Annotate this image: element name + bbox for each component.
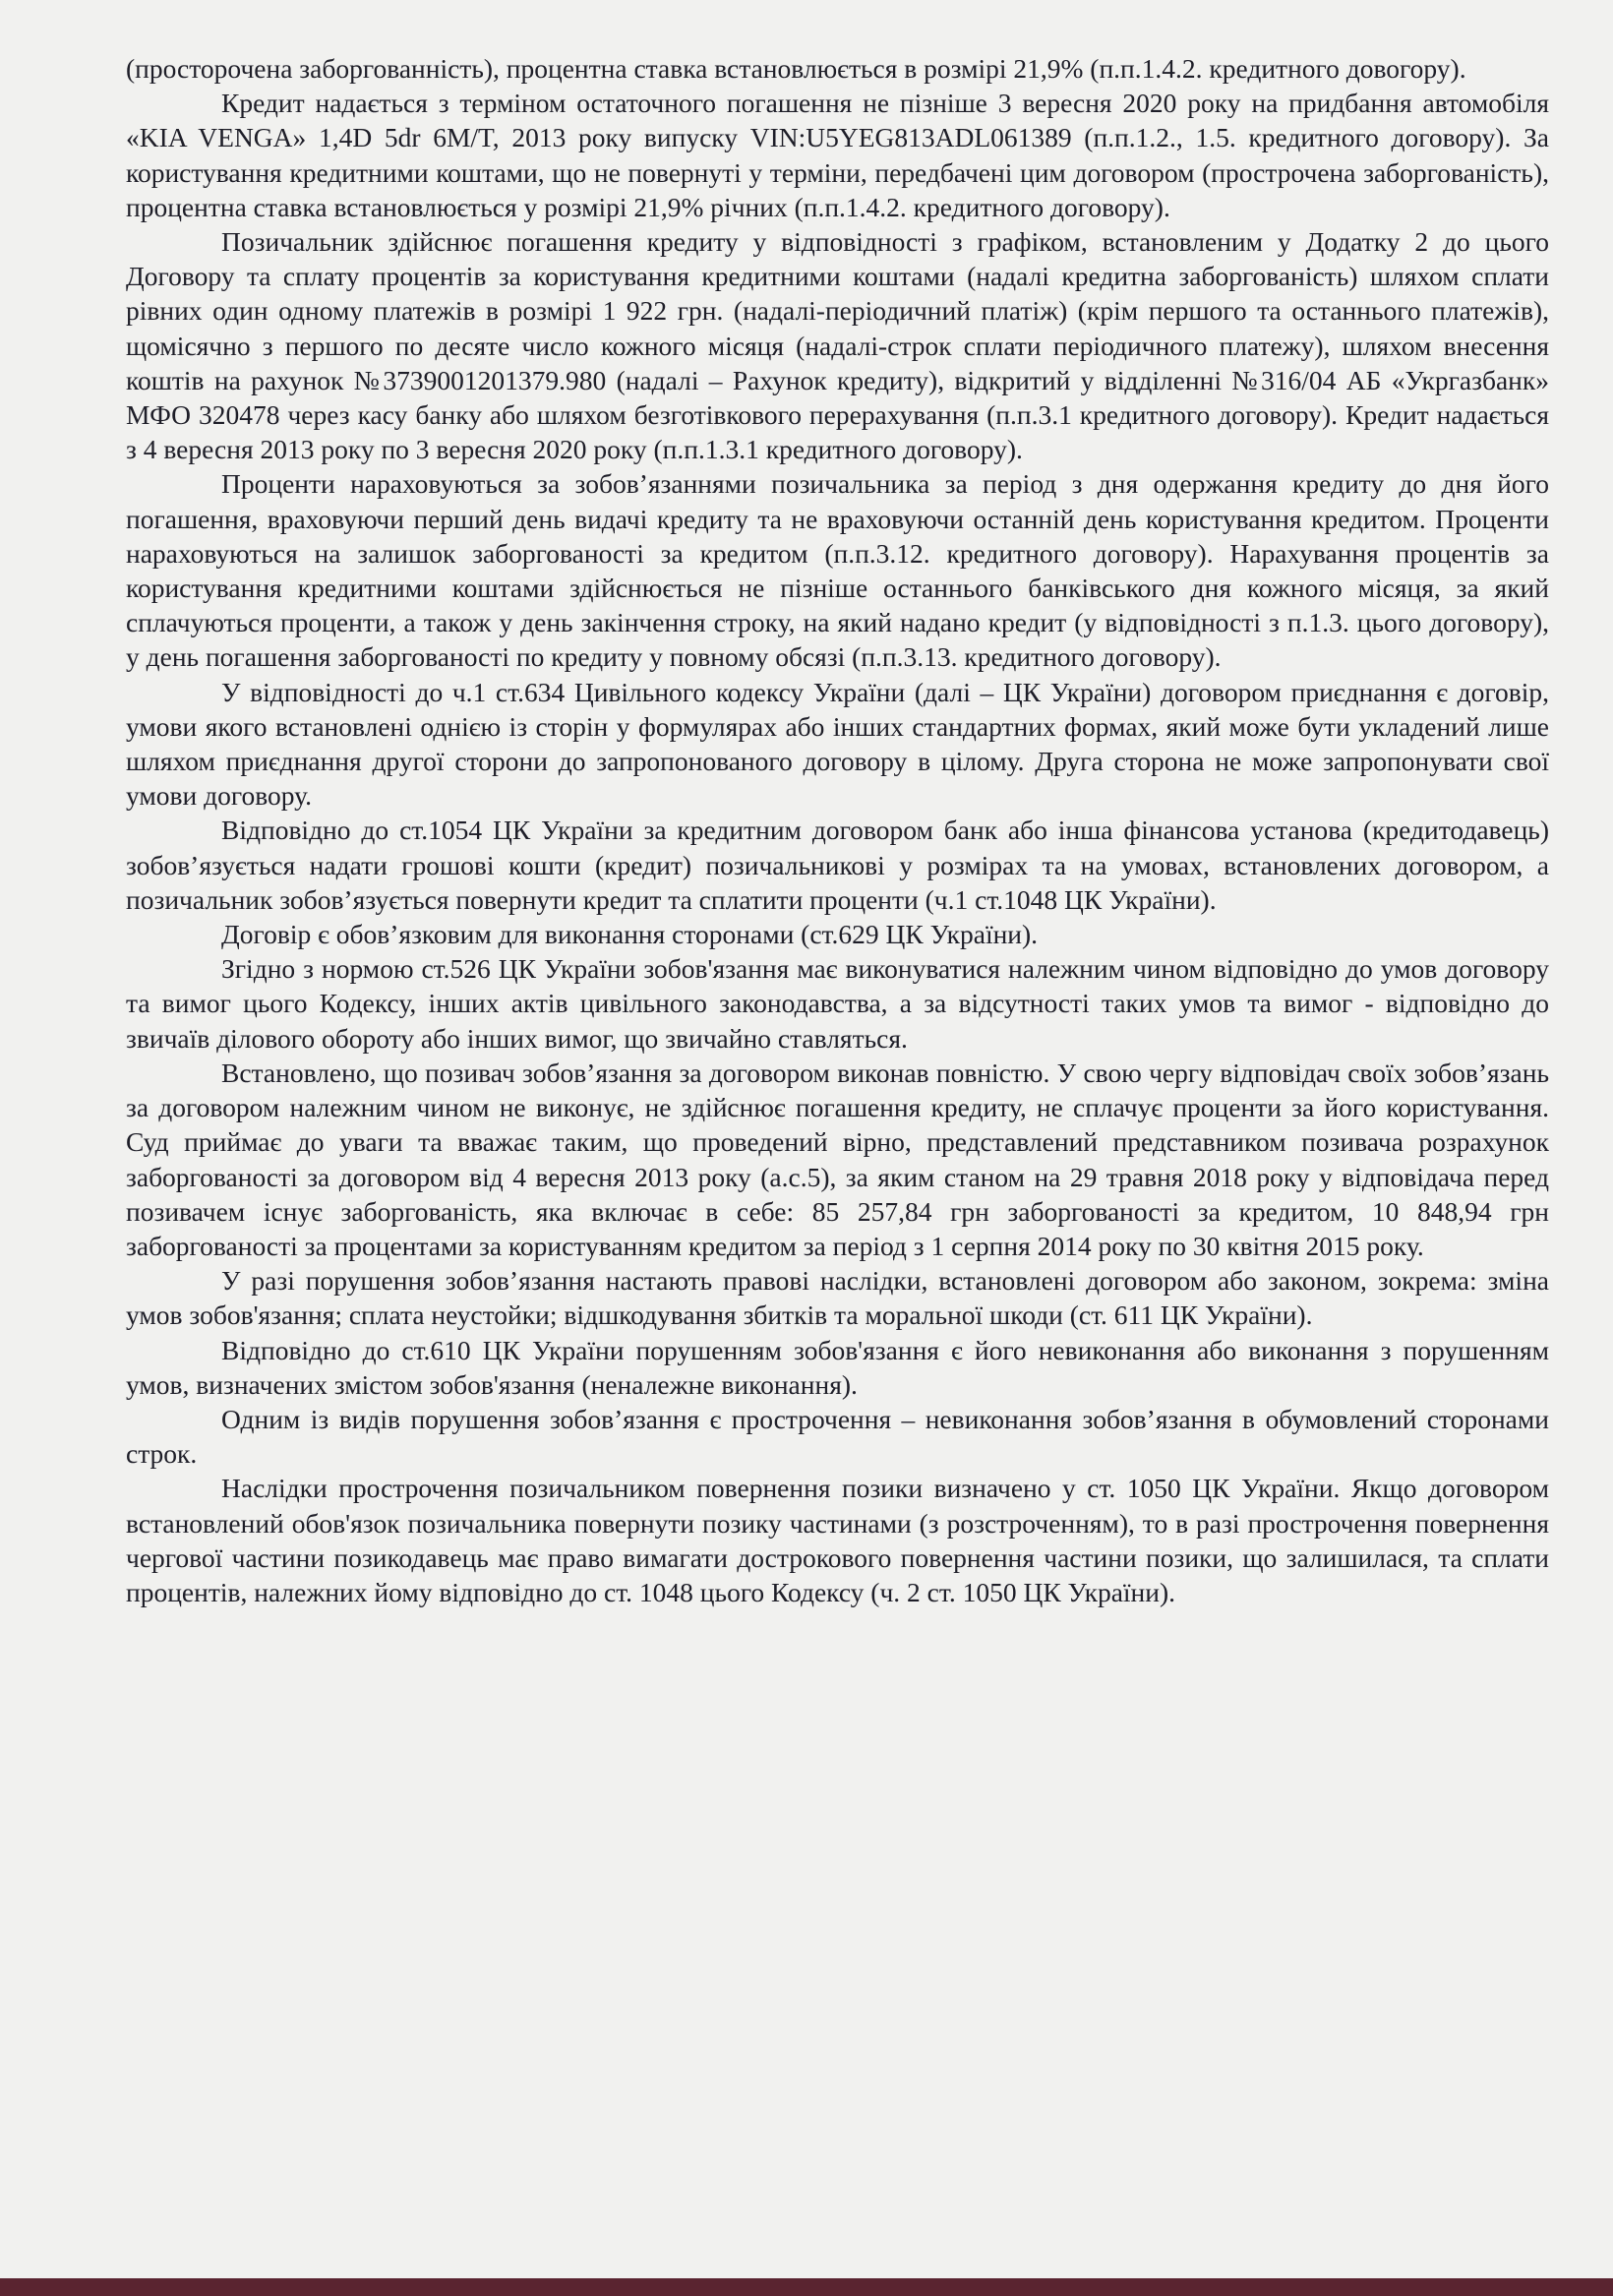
paragraph: Згідно з нормою ст.526 ЦК України зобов'язання має виконуватися належним чином відповідно до умов договору та вимог цього Кодексу, інших актів цивільного законодавства, а за відсутності таких умов та вимог - відповідно до звичаїв ділового обороту або інших вимог, що звичайно ставляться. <box>126 953 1549 1054</box>
paragraph: (просторочена заборгованність), процентна ставка встановлюється в розмірі 21,9% (п.п.1.4.2. кредитного довогору). <box>126 53 1466 84</box>
document-body <box>126 51 1549 1609</box>
paragraph: Кредит надається з терміном остаточного погашення не пізніше 3 вересня 2020 року на придбання автомобіля «KIA VENGA» 1,4D 5dr 6M/T, 2013 року випуску VIN:U5YEG813ADL061389 (п.п.1.2., 1.5. кредитного договору). За користування кредитними коштами, що не повернуті у терміни, передбачені цим договором (прострочена заборгованість), процентна ставка встановлюється у розмірі 21,9% річних (п.п.1.4.2. кредитного договору). <box>126 88 1549 222</box>
paragraph: Наслідки прострочення позичальником повернення позики визначено у ст. 1050 ЦК України. Якщо договором встановлений обов'язок позичальника повернути позику частинами (з розстроченням), то в разі прострочення повернення чергової частини позикодавець має право вимагати дострокового повернення частини позики, що залишилася, та сплати процентів, належних йому відповідно до ст. 1048 цього Кодексу (ч. 2 ст. 1050 ЦК України). <box>126 1473 1549 1607</box>
scanner-edge-strip <box>0 2278 1613 2296</box>
paragraph: Одним із видів порушення зобов’язання є прострочення – невиконання зобов’язання в обумовлений сторонами строк. <box>126 1403 1549 1470</box>
paragraph: Відповідно до ст.610 ЦК України порушенням зобов'язання є його невиконання або виконання з порушенням умов, визначених змістом зобов'язання (неналежне виконання). <box>126 1334 1549 1400</box>
paragraph: Відповідно до ст.1054 ЦК України за кредитним договором банк або інша фінансова установа (кредитодавець) зобов’язується надати грошові кошти (кредит) позичальникові у розмірах та на умовах, встановлених договором, а позичальник зобов’язується повернути кредит та сплатити проценти (ч.1 ст.1048 ЦК України). <box>126 815 1549 915</box>
paragraph: У разі порушення зобов’язання настають правові наслідки, встановлені договором або законом, зокрема: зміна умов зобов'язання; сплата неустойки; відшкодування збитків та моральної шкоди (ст. 611 ЦК України). <box>126 1265 1549 1331</box>
paragraph: Договір є обов’язковим для виконання сторонами (ст.629 ЦК України). <box>221 919 1039 950</box>
paragraph: Проценти нараховуються за зобов’язаннями позичальника за період з дня одержання кредиту до дня його погашення, враховуючи перший день видачі кредиту та не враховуючи останній день користування кредитом. Проценти нараховуються на залишок заборгованості за кредитом (п.п.3.12. кредитного договору). Нарахування процентів за користування кредитними коштами здійснюється не пізніше останнього банківського дня кожного місяця, за який сплачуються проценти, а також у день закінчення строку, на який надано кредит (у відповідності з п.1.3. цього договору), у день погашення заборгованості по кредиту у повному обсязі (п.п.3.13. кредитного договору). <box>126 468 1549 673</box>
paragraph: У відповідності до ч.1 ст.634 Цивільного кодексу України (далі – ЦК України) договором приєднання є договір, умови якого встановлені однією із сторін у формулярах або інших стандартних формах, який може бути укладений лише шляхом приєднання другої сторони до запропонованого договору в цілому. Друга сторона не може запропонувати свої умови договору. <box>126 676 1549 812</box>
paragraph: Позичальник здійснює погашення кредиту у відповідності з графіком, встановленим у Додатку 2 до цього Договору та сплату процентів за користування кредитними коштами (надалі кредитна заборгованість) шляхом сплати рівних один одному платежів в розмірі 1 922 грн. (надалі-періодичний платіж) (крім першого та останнього платежів), щомісячно з першого по десяте число кожного місяця (надалі-строк сплати періодичного платежу), шляхом внесення коштів на рахунок №3739001201379.980 (надалі – Рахунок кредиту), відкритий у відділенні №316/04 АБ «Укргазбанк» МФО 320478 через касу банку або шляхом безготівкового перерахування (п.п.3.1 кредитного договору). Кредит надається з 4 вересня 2013 року по 3 вересня 2020 року (п.п.1.3.1 кредитного договору). <box>126 226 1549 465</box>
paragraph: Встановлено, що позивач зобов’язання за договором виконав повністю. У свою чергу відповідач своїх зобов’язань за договором належним чином не виконує, не здійснює погашення кредиту, не сплачує проценти за його користування. Суд приймає до уваги та вважає таким, що проведений вірно, представлений представником позивача розрахунок заборгованості за договором від 4 вересня 2013 року (а.с.5), за яким станом на 29 травня 2018 року у відповідача перед позивачем існує заборгованість, яка включає в себе: 85 257,84 грн заборгованості за кредитом, 10 848,94 грн заборгованості за процентами за користуванням кредитом за період з 1 серпня 2014 року по 30 квітня 2015 року. <box>126 1057 1549 1261</box>
